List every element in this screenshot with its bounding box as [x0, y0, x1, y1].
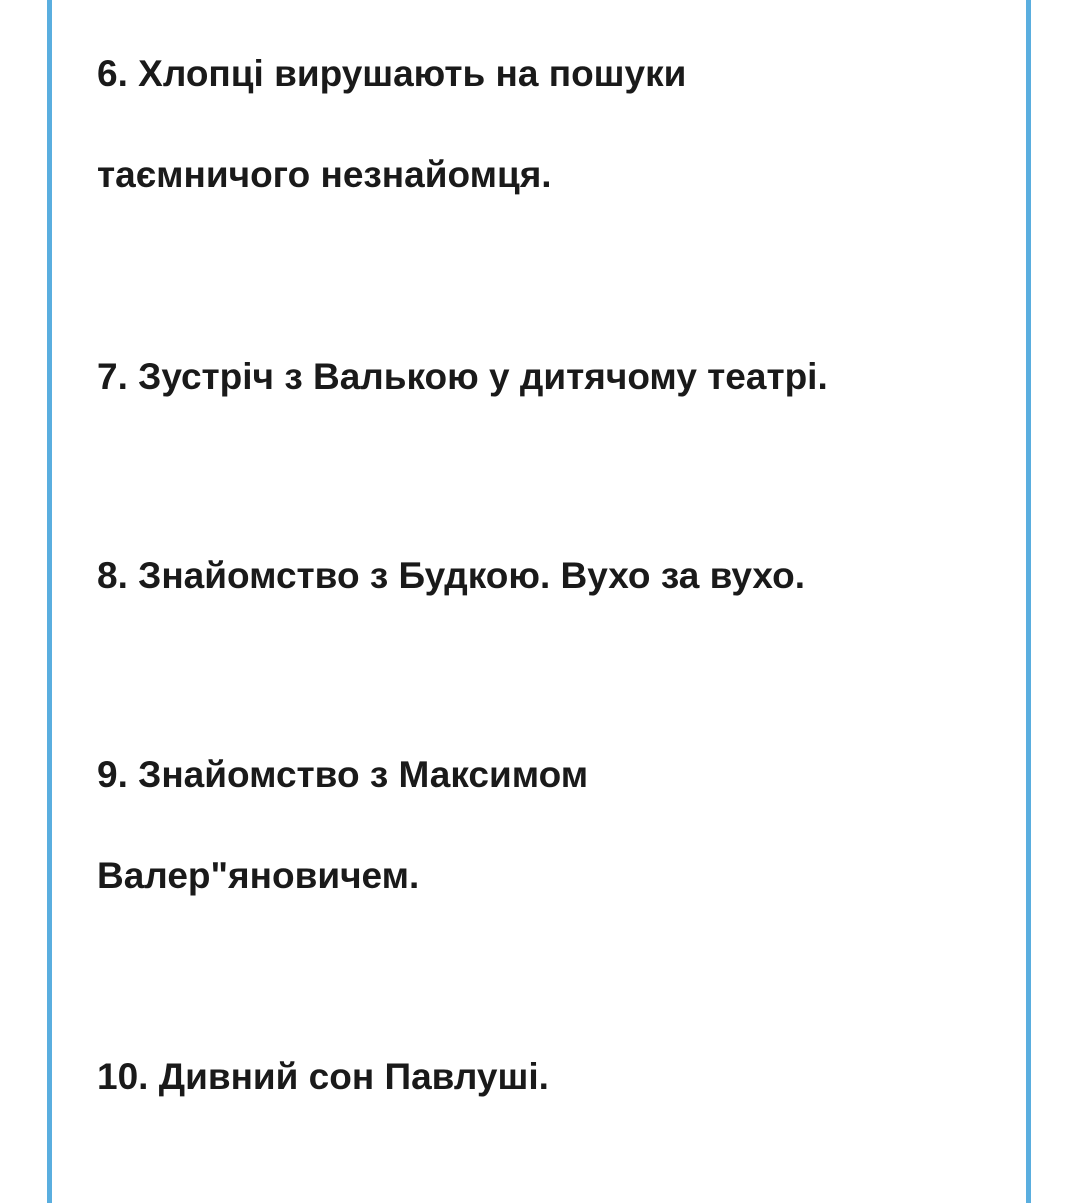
list-item-6-line-1: 6. Хлопці вирушають на пошуки [97, 53, 687, 94]
list-item-9-line-1: 9. Знайомство з Максимом [97, 754, 589, 795]
list-item-6-line-2: таємничого незнайомця. [97, 154, 552, 195]
list-item-10: 10. Дивний сон Павлуші. [97, 1056, 549, 1097]
list-item-7: 7. Зустріч з Валькою у дитячому театрі. [97, 356, 828, 397]
list-item-8: 8. Знайомство з Будкою. Вухо за вухо. [97, 555, 805, 596]
list-item-9-line-2: Валер"яновичем. [97, 855, 420, 896]
